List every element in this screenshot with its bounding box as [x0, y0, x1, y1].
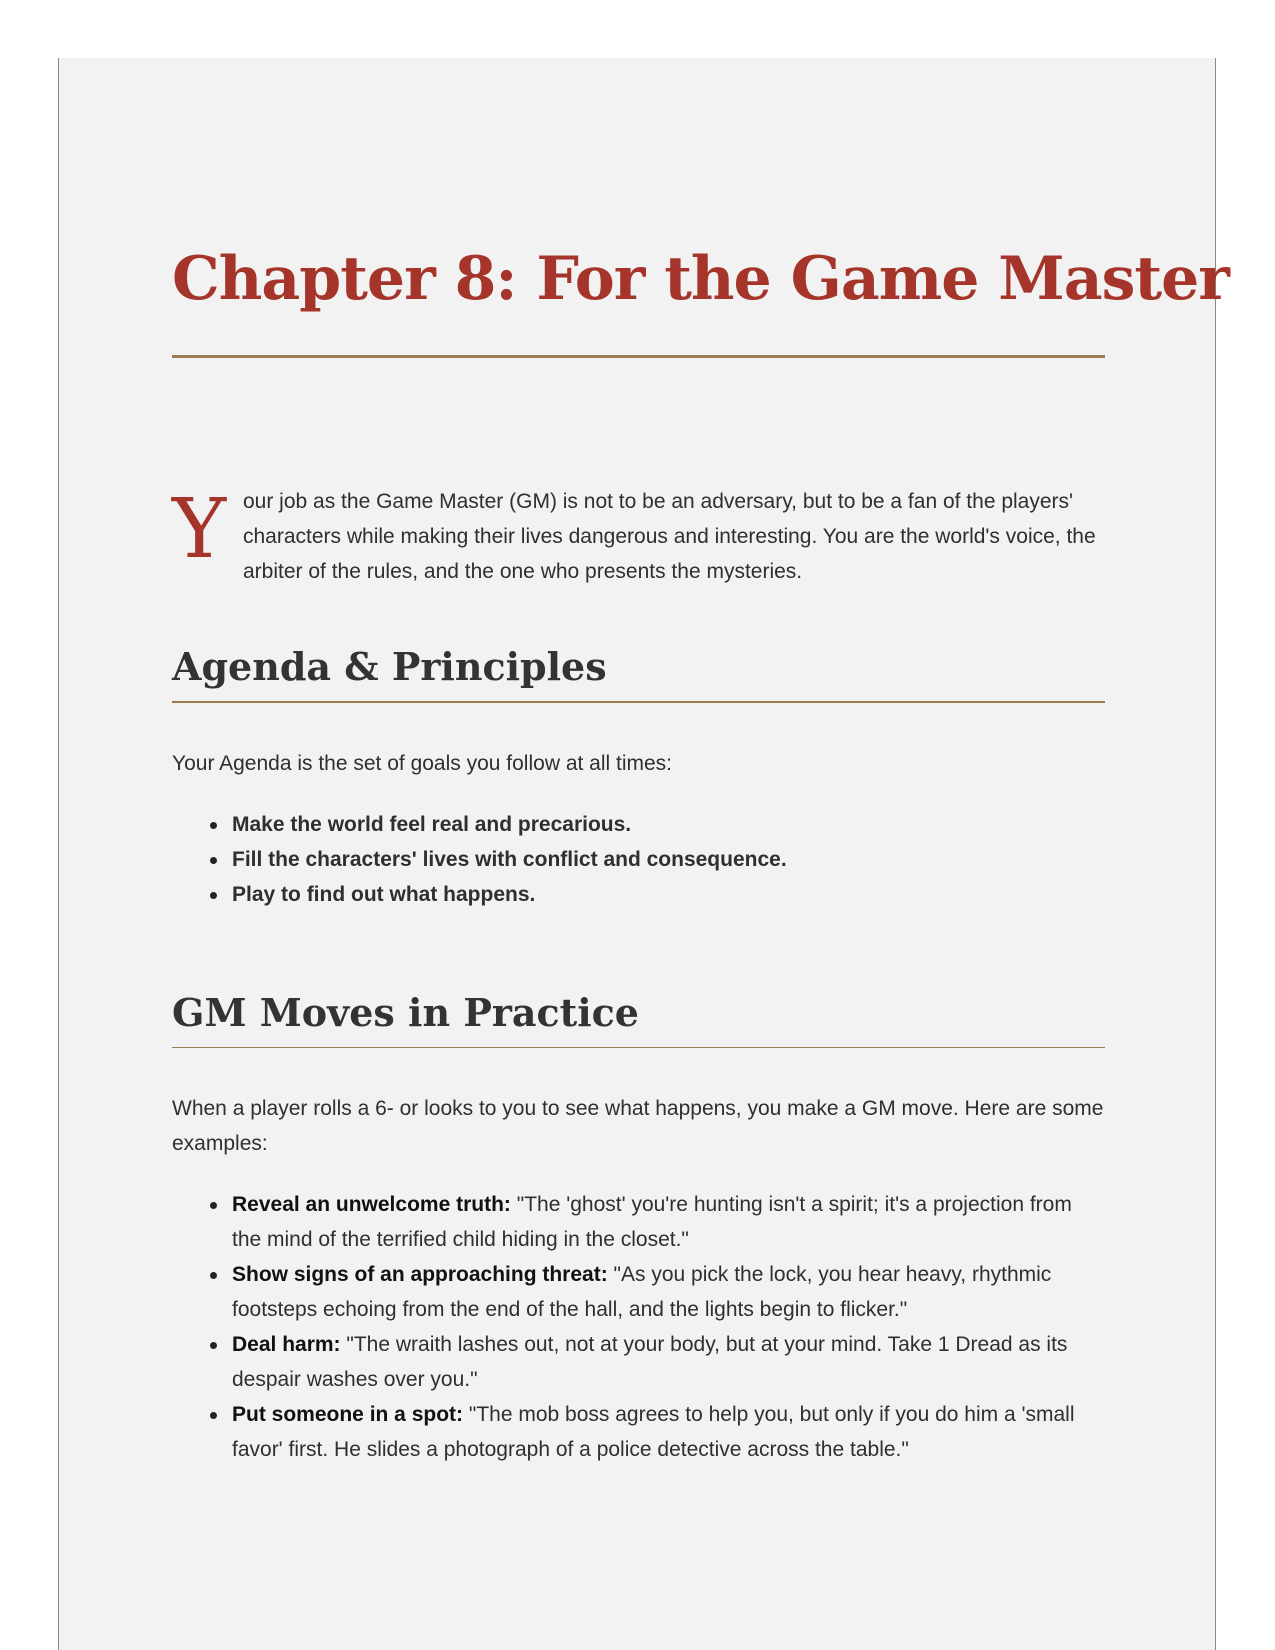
- title-divider: [172, 355, 1105, 358]
- move-label: Show signs of an approaching threat:: [232, 1263, 608, 1286]
- gm-moves-lead: When a player rolls a 6- or looks to you to see what happens, you make a GM move. Here are some examples:: [172, 1097, 1104, 1155]
- document-page: [58, 58, 1229, 1650]
- gm-moves-divider: [172, 1047, 1105, 1048]
- list-item: [232, 1257, 1105, 1327]
- agenda-lead: Your Agenda is the set of goals you follow at all times:: [172, 752, 673, 775]
- chapter-title: Chapter 8: For the Game Master: [172, 244, 1229, 314]
- list-item: [232, 1327, 1105, 1397]
- agenda-divider: [172, 701, 1105, 703]
- move-label: Deal harm:: [232, 1333, 341, 1356]
- move-text: "The mob boss agrees to help you, but only if you do him a 'small favor' first. He slides a photograph of a police detective across the table.": [232, 1403, 1075, 1461]
- list-item: Fill the characters' lives with conflict and consequence.: [232, 842, 1105, 877]
- gm-moves-list: [172, 1187, 1105, 1467]
- move-label: Reveal an unwelcome truth:: [232, 1193, 511, 1216]
- list-item: Play to find out what happens.: [232, 877, 1105, 912]
- intro-paragraph: [172, 484, 1105, 589]
- move-text: "The wraith lashes out, not at your body, but at your mind. Take 1 Dread as its despair washes over you.": [232, 1333, 1068, 1391]
- intro-text: our job as the Game Master (GM) is not to be an adversary, but to be a fan of the players' characters while making their lives dangerous and interesting. You are the world's voice, the arbiter of the rules, and the one who presents the mysteries.: [243, 490, 1096, 583]
- gm-moves-heading: GM Moves in Practice: [172, 990, 639, 1035]
- list-item: Make the world feel real and precarious.: [232, 807, 1105, 842]
- drop-cap: Y: [172, 482, 227, 577]
- agenda-list: [172, 807, 1105, 912]
- list-item: [232, 1187, 1105, 1257]
- agenda-heading: Agenda & Principles: [172, 644, 607, 689]
- list-item: [232, 1397, 1105, 1467]
- move-text: "The 'ghost' you're hunting isn't a spirit; it's a projection from the mind of the terrified child hiding in the closet.": [232, 1193, 1072, 1251]
- move-label: Put someone in a spot:: [232, 1403, 464, 1426]
- move-text: "As you pick the lock, you hear heavy, rhythmic footsteps echoing from the end of the hall, and the lights begin to flicker.": [232, 1263, 1052, 1321]
